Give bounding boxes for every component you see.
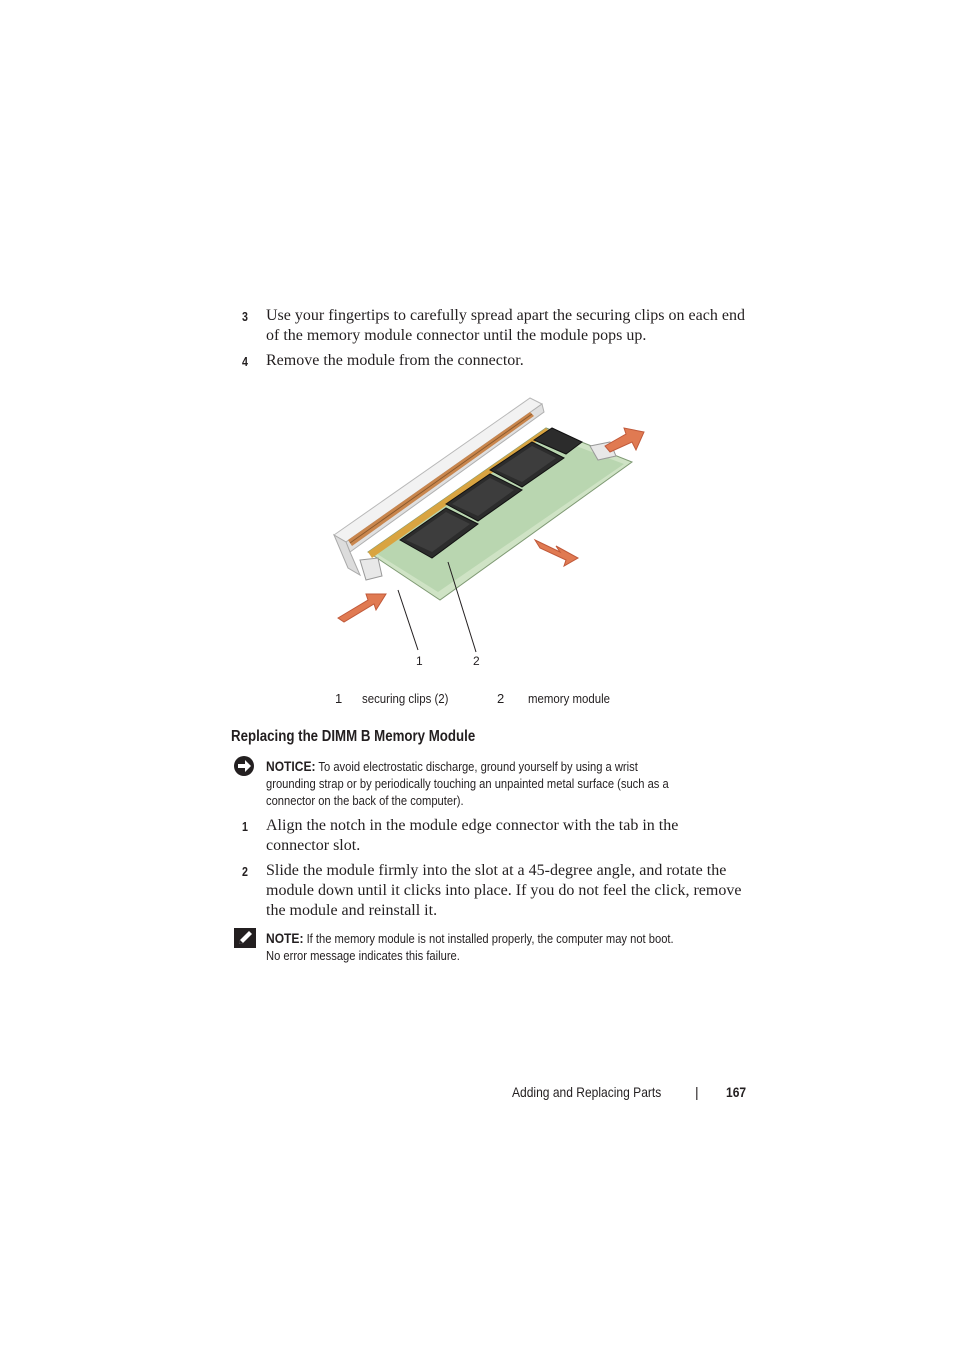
memory-module-illustration xyxy=(320,390,660,680)
footer-page-number-wrap xyxy=(726,1084,749,1100)
notice-label: NOTICE: xyxy=(266,758,316,774)
notice-text-2: grounding strap or by periodically touching an unpainted metal surface (such as a xyxy=(266,776,669,791)
step-1-line-2: connector slot. xyxy=(266,837,361,854)
step-3-line-1: Use your fingertips to carefully spread apart the securing clips on each end xyxy=(266,307,745,324)
callout-2: 2 xyxy=(473,654,480,668)
step-3-text xyxy=(266,306,746,346)
notice-block xyxy=(266,758,756,809)
step-2-line-1: Slide the module firmly into the slot at a 45-degree angle, and rotate the xyxy=(266,862,727,879)
note-text-1: If the memory module is not installed properly, the computer may not boot. xyxy=(306,931,674,946)
step-1-number: 1 xyxy=(242,819,248,834)
footer-section: Adding and Replacing Parts xyxy=(512,1084,662,1100)
step-2-line-2: module down until it clicks into place. If you do not feel the click, remove xyxy=(266,882,742,899)
step-2-line-3: the module and reinstall it. xyxy=(266,902,438,919)
callout-1: 1 xyxy=(416,654,423,668)
legend-2-text xyxy=(528,691,621,706)
legend-1-text xyxy=(362,691,460,706)
notice-line-1-inner xyxy=(266,758,638,775)
legend-1-number: 1 xyxy=(335,691,343,706)
notice-text-3: connector on the back of the computer). xyxy=(266,793,464,808)
footer-separator: | xyxy=(695,1084,699,1100)
legend-2-number: 2 xyxy=(497,691,505,706)
step-2-number: 2 xyxy=(242,864,248,879)
step-4-text xyxy=(266,351,746,371)
step-4-number: 4 xyxy=(242,354,248,369)
legend-2-label: memory module xyxy=(528,691,611,706)
footer-section-wrap xyxy=(512,1084,686,1100)
step-3-line-2: of the memory module connector until the module pops up. xyxy=(266,327,647,344)
footer-page-number: 167 xyxy=(726,1084,747,1100)
notice-line-1 xyxy=(266,758,756,775)
notice-text-1: To avoid electrostatic discharge, ground yourself by using a wrist xyxy=(318,759,638,774)
note-line-1 xyxy=(266,930,756,947)
section-heading: Replacing the DIMM B Memory Module xyxy=(231,728,476,745)
legend-1-label: securing clips (2) xyxy=(362,691,449,706)
step-2-text xyxy=(266,861,746,921)
note-line-2 xyxy=(266,947,756,964)
notice-line-3 xyxy=(266,792,756,809)
note-pencil-icon xyxy=(234,928,256,948)
step-3-number: 3 xyxy=(242,309,248,324)
section-heading-wrap xyxy=(231,728,525,746)
step-4-line-1: Remove the module from the connector. xyxy=(266,352,524,369)
step-1-line-1: Align the notch in the module edge connector with the tab in the xyxy=(266,817,679,834)
note-line-1-inner xyxy=(266,930,674,947)
note-text-2: No error message indicates this failure. xyxy=(266,948,460,963)
note-block xyxy=(266,930,756,964)
notice-icon xyxy=(233,755,257,777)
note-label: NOTE: xyxy=(266,930,304,946)
step-1-text xyxy=(266,816,746,856)
notice-line-2 xyxy=(266,775,756,792)
